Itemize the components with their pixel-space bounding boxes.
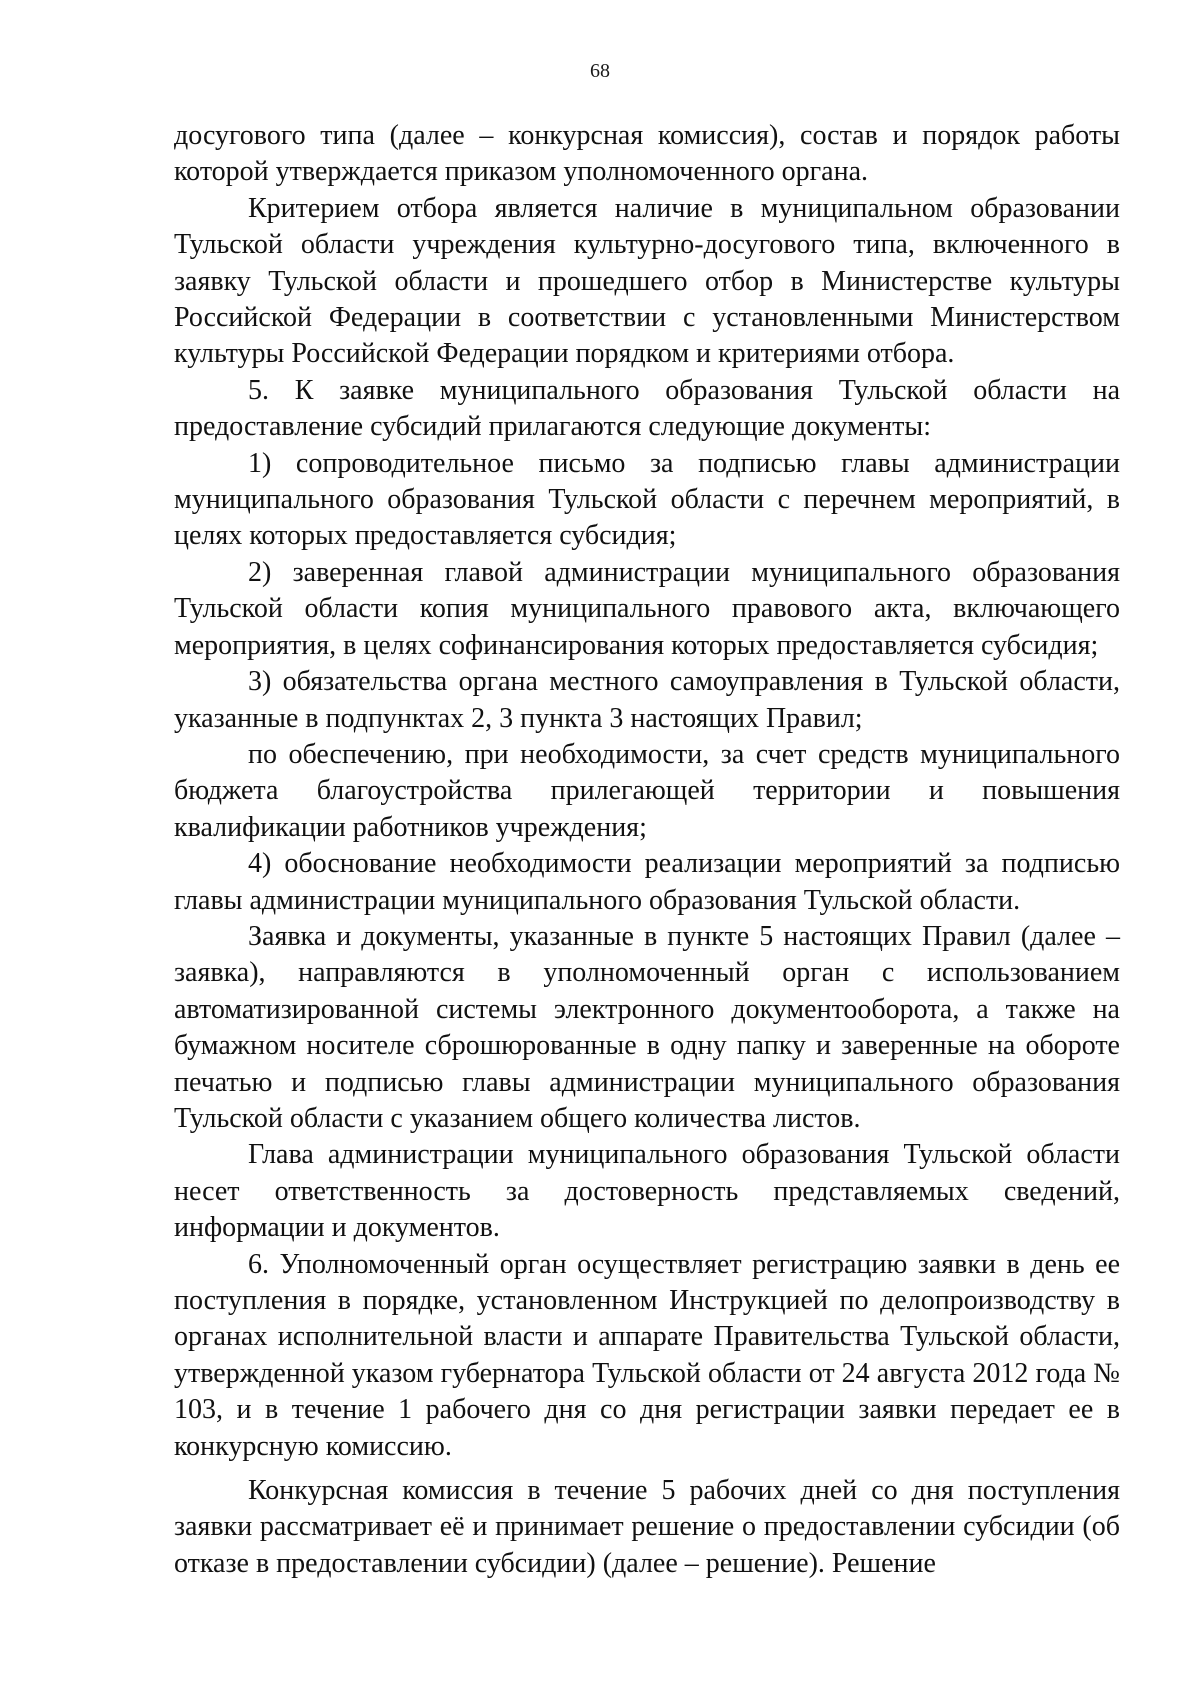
document-body: [174, 118, 1120, 1582]
paragraph-subitem-3: 3) обязательства органа местного самоуправления в Тульской области, указанные в подпунктах 2, 3 пункта 3 настоящих Правил;: [174, 666, 1120, 734]
paragraph-subitem-4: 4) обоснование необходимости реализации мероприятий за подписью главы администрации муниципального образования Тульской области.: [174, 848, 1120, 916]
paragraph-subitem-3-continued: по обеспечению, при необходимости, за счет средств муниципального бюджета благоустройства прилегающей территории и повышения квалификации работников учреждения;: [174, 738, 1120, 843]
paragraph-submission: Заявка и документы, указанные в пункте 5 настоящих Правил (далее – заявка), направляются в уполномоченный орган с использованием автоматизированной системы электронного документооборота, а также на бумажном носителе сброшюрованные в одну папку и заверенные на обороте печатью и подписью главы администрации муниципального образования Тульской области с указанием общего количества листов.: [174, 920, 1120, 1134]
paragraph-commission-review: Конкурсная комиссия в течение 5 рабочих дней со дня поступления заявки рассматривает её и принимает решение о предоставлении субсидии (об отказе в предоставлении субсидии) (далее – решение). Решение: [174, 1475, 1120, 1579]
paragraph-subitem-1: 1) сопроводительное письмо за подписью главы администрации муниципального образования Тульской области с перечнем мероприятий, в целях которых предоставляется субсидия;: [174, 447, 1120, 552]
paragraph-subitem-2: 2) заверенная главой администрации муниципального образования Тульской области копия муниципального правового акта, включающего мероприятия, в целях софинансирования которых предоставляется субсидия;: [174, 556, 1120, 661]
paragraph-continuation: досугового типа (далее – конкурсная комиссия), состав и порядок работы которой утверждается приказом уполномоченного органа.: [174, 120, 1120, 188]
paragraph-item-5: 5. К заявке муниципального образования Тульской области на предоставление субсидий прилагаются следующие документы:: [174, 374, 1120, 443]
paragraph-selection-criterion: Критерием отбора является наличие в муниципальном образовании Тульской области учреждения культурно-досугового типа, включенного в заявку Тульской области и прошедшего отбор в Министерстве культуры Российской Федерации в соответствии с установленными Министерством культуры Российской Федерации порядком и критериями отбора.: [174, 192, 1120, 370]
paragraph-item-6: 6. Уполномоченный орган осуществляет регистрацию заявки в день ее поступления в порядке, установленном Инструкцией по делопроизводству в органах исполнительной власти и аппарате Правительства Тульской области, утвержденной указом губернатора Тульской области от 24 августа 2012 года № 103, и в течение 1 рабочего дня со дня регистрации заявки передает ее в конкурсную комиссию.: [174, 1248, 1120, 1462]
paragraph-responsibility: Глава администрации муниципального образования Тульской области несет ответственность за достоверность представляемых сведений, информации и документов.: [174, 1139, 1120, 1244]
page-number: 68: [590, 60, 610, 82]
